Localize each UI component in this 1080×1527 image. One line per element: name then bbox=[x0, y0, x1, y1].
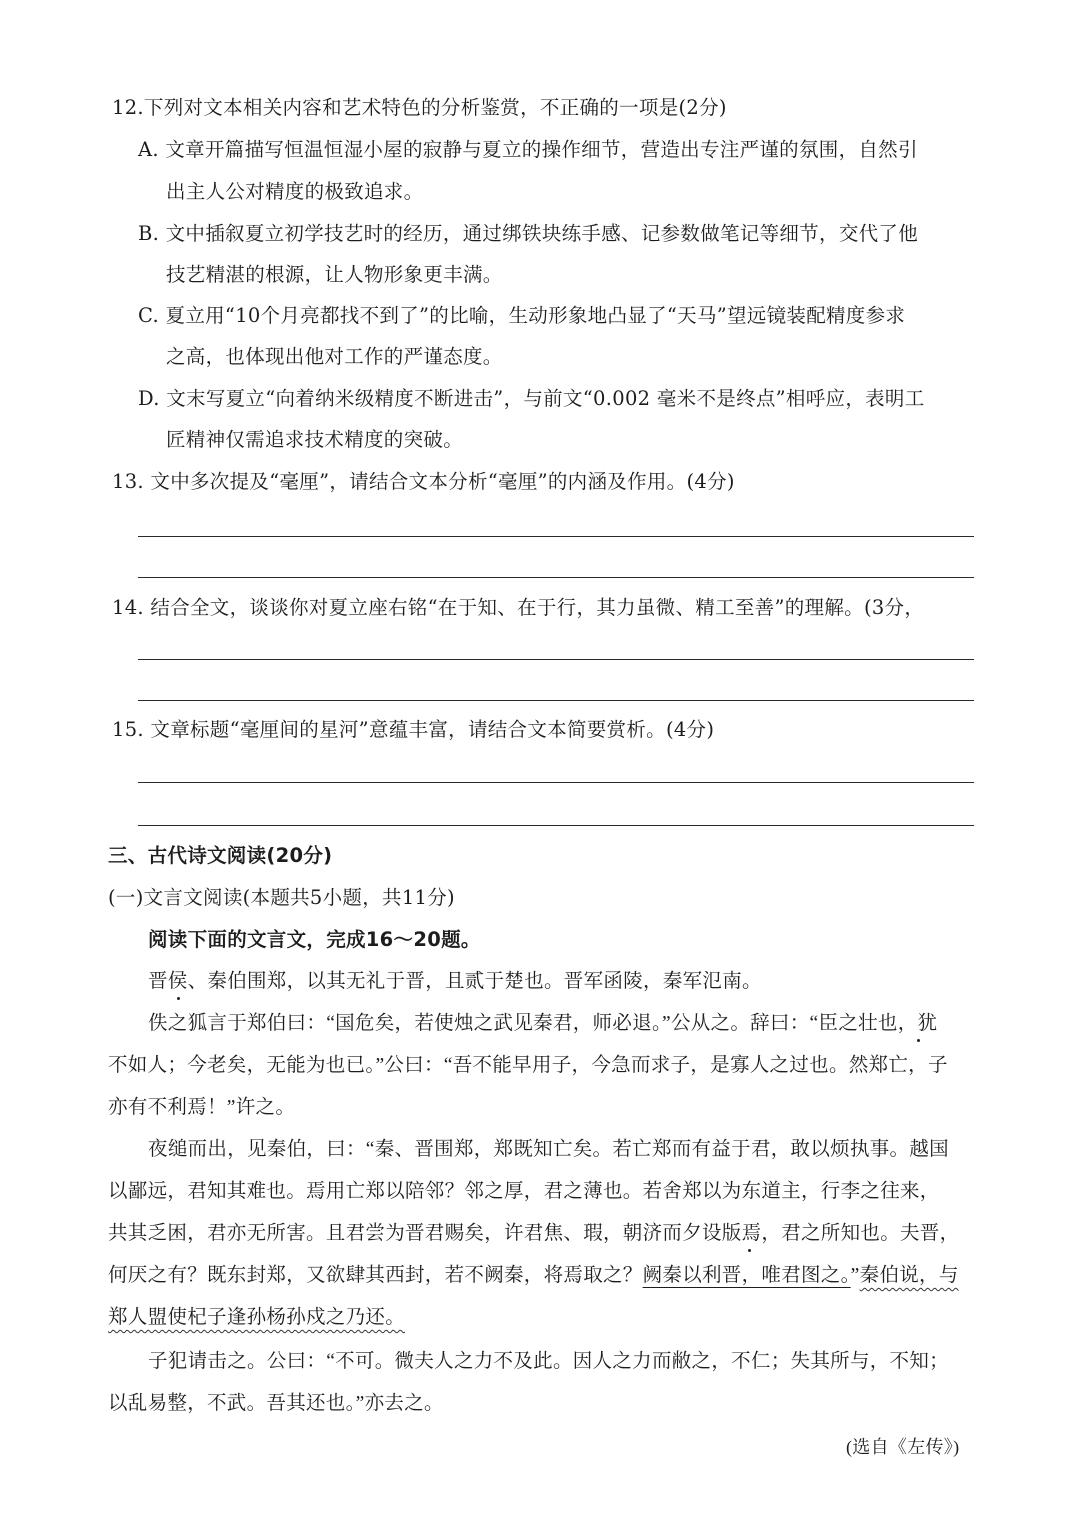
passage-paragraph-3-line4 bbox=[108, 1266, 959, 1286]
passage-paragraph-4-line1: 子犯请击之。公曰：“不可。微夫人之力不及此。因人之力而敝之，不仁；失其所与，不知； bbox=[148, 1351, 949, 1372]
straight-underlined-sentence: 阙秦以利晋，唯君图之。 bbox=[642, 1265, 851, 1286]
emphasis-dot bbox=[177, 997, 180, 1000]
passage-source: (选自《左传》) bbox=[846, 1437, 960, 1457]
q12-option-d-line2: 匠精神仅需追求技术精度的突破。 bbox=[166, 428, 464, 451]
q12-option-c-line2: 之高，也体现出他对工作的严谨态度。 bbox=[166, 345, 503, 368]
q12-stem: 12.下列对文本相关内容和艺术特色的分析鉴赏，不正确的一项是(2分) bbox=[112, 96, 727, 119]
passage-text: 何厌之有？既东封郑，又欲肆其西封，若不阙秦，将焉取之？ bbox=[108, 1265, 643, 1286]
passage-paragraph-4-line2: 以乱易整，不武。吾其还也。”亦去之。 bbox=[108, 1393, 444, 1414]
question-13: 13. 文中多次提及“毫厘”，请结合文本分析“毫厘”的内涵及作用。(4分) bbox=[112, 470, 735, 493]
q12-option-b-line1: B. 文中插叙夏立初学技艺时的经历，通过绑铁块练手感、记参数做笔记等细节，交代了他 bbox=[138, 222, 919, 245]
passage-paragraph-3-line5 bbox=[108, 1308, 405, 1328]
section-heading: 三、古代诗文阅读(20分) bbox=[108, 844, 333, 867]
passage-paragraph-3-line1: 夜缒而出，见秦伯，曰：“秦、晋围郑，郑既知亡矣。若亡郑而有益于君，敢以烦执事。越国 bbox=[148, 1139, 949, 1160]
passage-paragraph-1: 晋侯、秦伯围郑，以其无礼于晋，且贰于楚也。晋军函陵，秦军氾南。 bbox=[148, 971, 762, 992]
q12-option-c-line1: C. 夏立用“10个月亮都找不到了”的比喻，生动形象地凸显了“天马”望远镜装配精度参求 bbox=[138, 304, 906, 327]
passage-paragraph-2-line3: 亦有不利焉！”许之。 bbox=[108, 1097, 296, 1118]
wavy-underlined-sentence-end: 郑人盟使杞子逢孙杨孙戍之乃还。 bbox=[108, 1307, 406, 1328]
passage-paragraph-3-line2: 以鄙远，君知其难也。焉用亡郑以陪邻？邻之厚，君之薄也。若舍郑以为东道主，行李之往来， bbox=[108, 1181, 940, 1202]
answer-line-14-2 bbox=[138, 700, 974, 701]
answer-line-15-2 bbox=[138, 825, 974, 826]
reading-instruction: 阅读下面的文言文，完成16～20题。 bbox=[148, 928, 481, 951]
answer-line-13-1 bbox=[138, 536, 974, 537]
closing-quote: ” bbox=[850, 1265, 860, 1286]
wavy-underlined-sentence-start: 秦伯说，与 bbox=[859, 1265, 959, 1286]
q12-option-d-line1: D. 文末写夏立“向着纳米级精度不断进击”，与前文“0.002 毫米不是终点”相呼应，表明工 bbox=[138, 387, 925, 410]
emphasis-dot bbox=[917, 1039, 920, 1042]
q12-option-a-line1: A. 文章开篇描写恒温恒湿小屋的寂静与夏立的操作细节，营造出专注严谨的氛围，自然引 bbox=[138, 138, 918, 161]
passage-paragraph-3-line3: 共其乏困，君亦无所害。且君尝为晋君赐矣，许君焦、瑕，朝济而夕设版焉，君之所知也。夫晋， bbox=[108, 1223, 960, 1244]
question-15: 15. 文章标题“毫厘间的星河”意蕴丰富，请结合文本简要赏析。(4分) bbox=[112, 718, 715, 741]
question-14: 14. 结合全文，谈谈你对夏立座右铭“在于知、在于行，其力虽微、精工至善”的理解。(3分， bbox=[112, 596, 925, 619]
answer-line-13-2 bbox=[138, 577, 974, 578]
answer-line-14-1 bbox=[138, 659, 974, 660]
emphasis-dot bbox=[748, 1249, 751, 1252]
q12-option-b-line2: 技艺精湛的根源，让人物形象更丰满。 bbox=[166, 263, 503, 286]
q12-option-a-line2: 出主人公对精度的极致追求。 bbox=[166, 180, 424, 203]
passage-paragraph-2-line1: 佚之狐言于郑伯曰：“国危矣，若使烛之武见秦君，师必退。”公从之。辞曰：“臣之壮也，犹 bbox=[148, 1013, 938, 1034]
answer-line-15-1 bbox=[138, 782, 974, 783]
subsection-heading: (一)文言文阅读(本题共5小题，共11分) bbox=[108, 886, 455, 909]
passage-paragraph-2-line2: 不如人；今老矣，无能为也已。”公曰：“吾不能早用子，今急而求子，是寡人之过也。然郑亡，子 bbox=[108, 1055, 948, 1076]
